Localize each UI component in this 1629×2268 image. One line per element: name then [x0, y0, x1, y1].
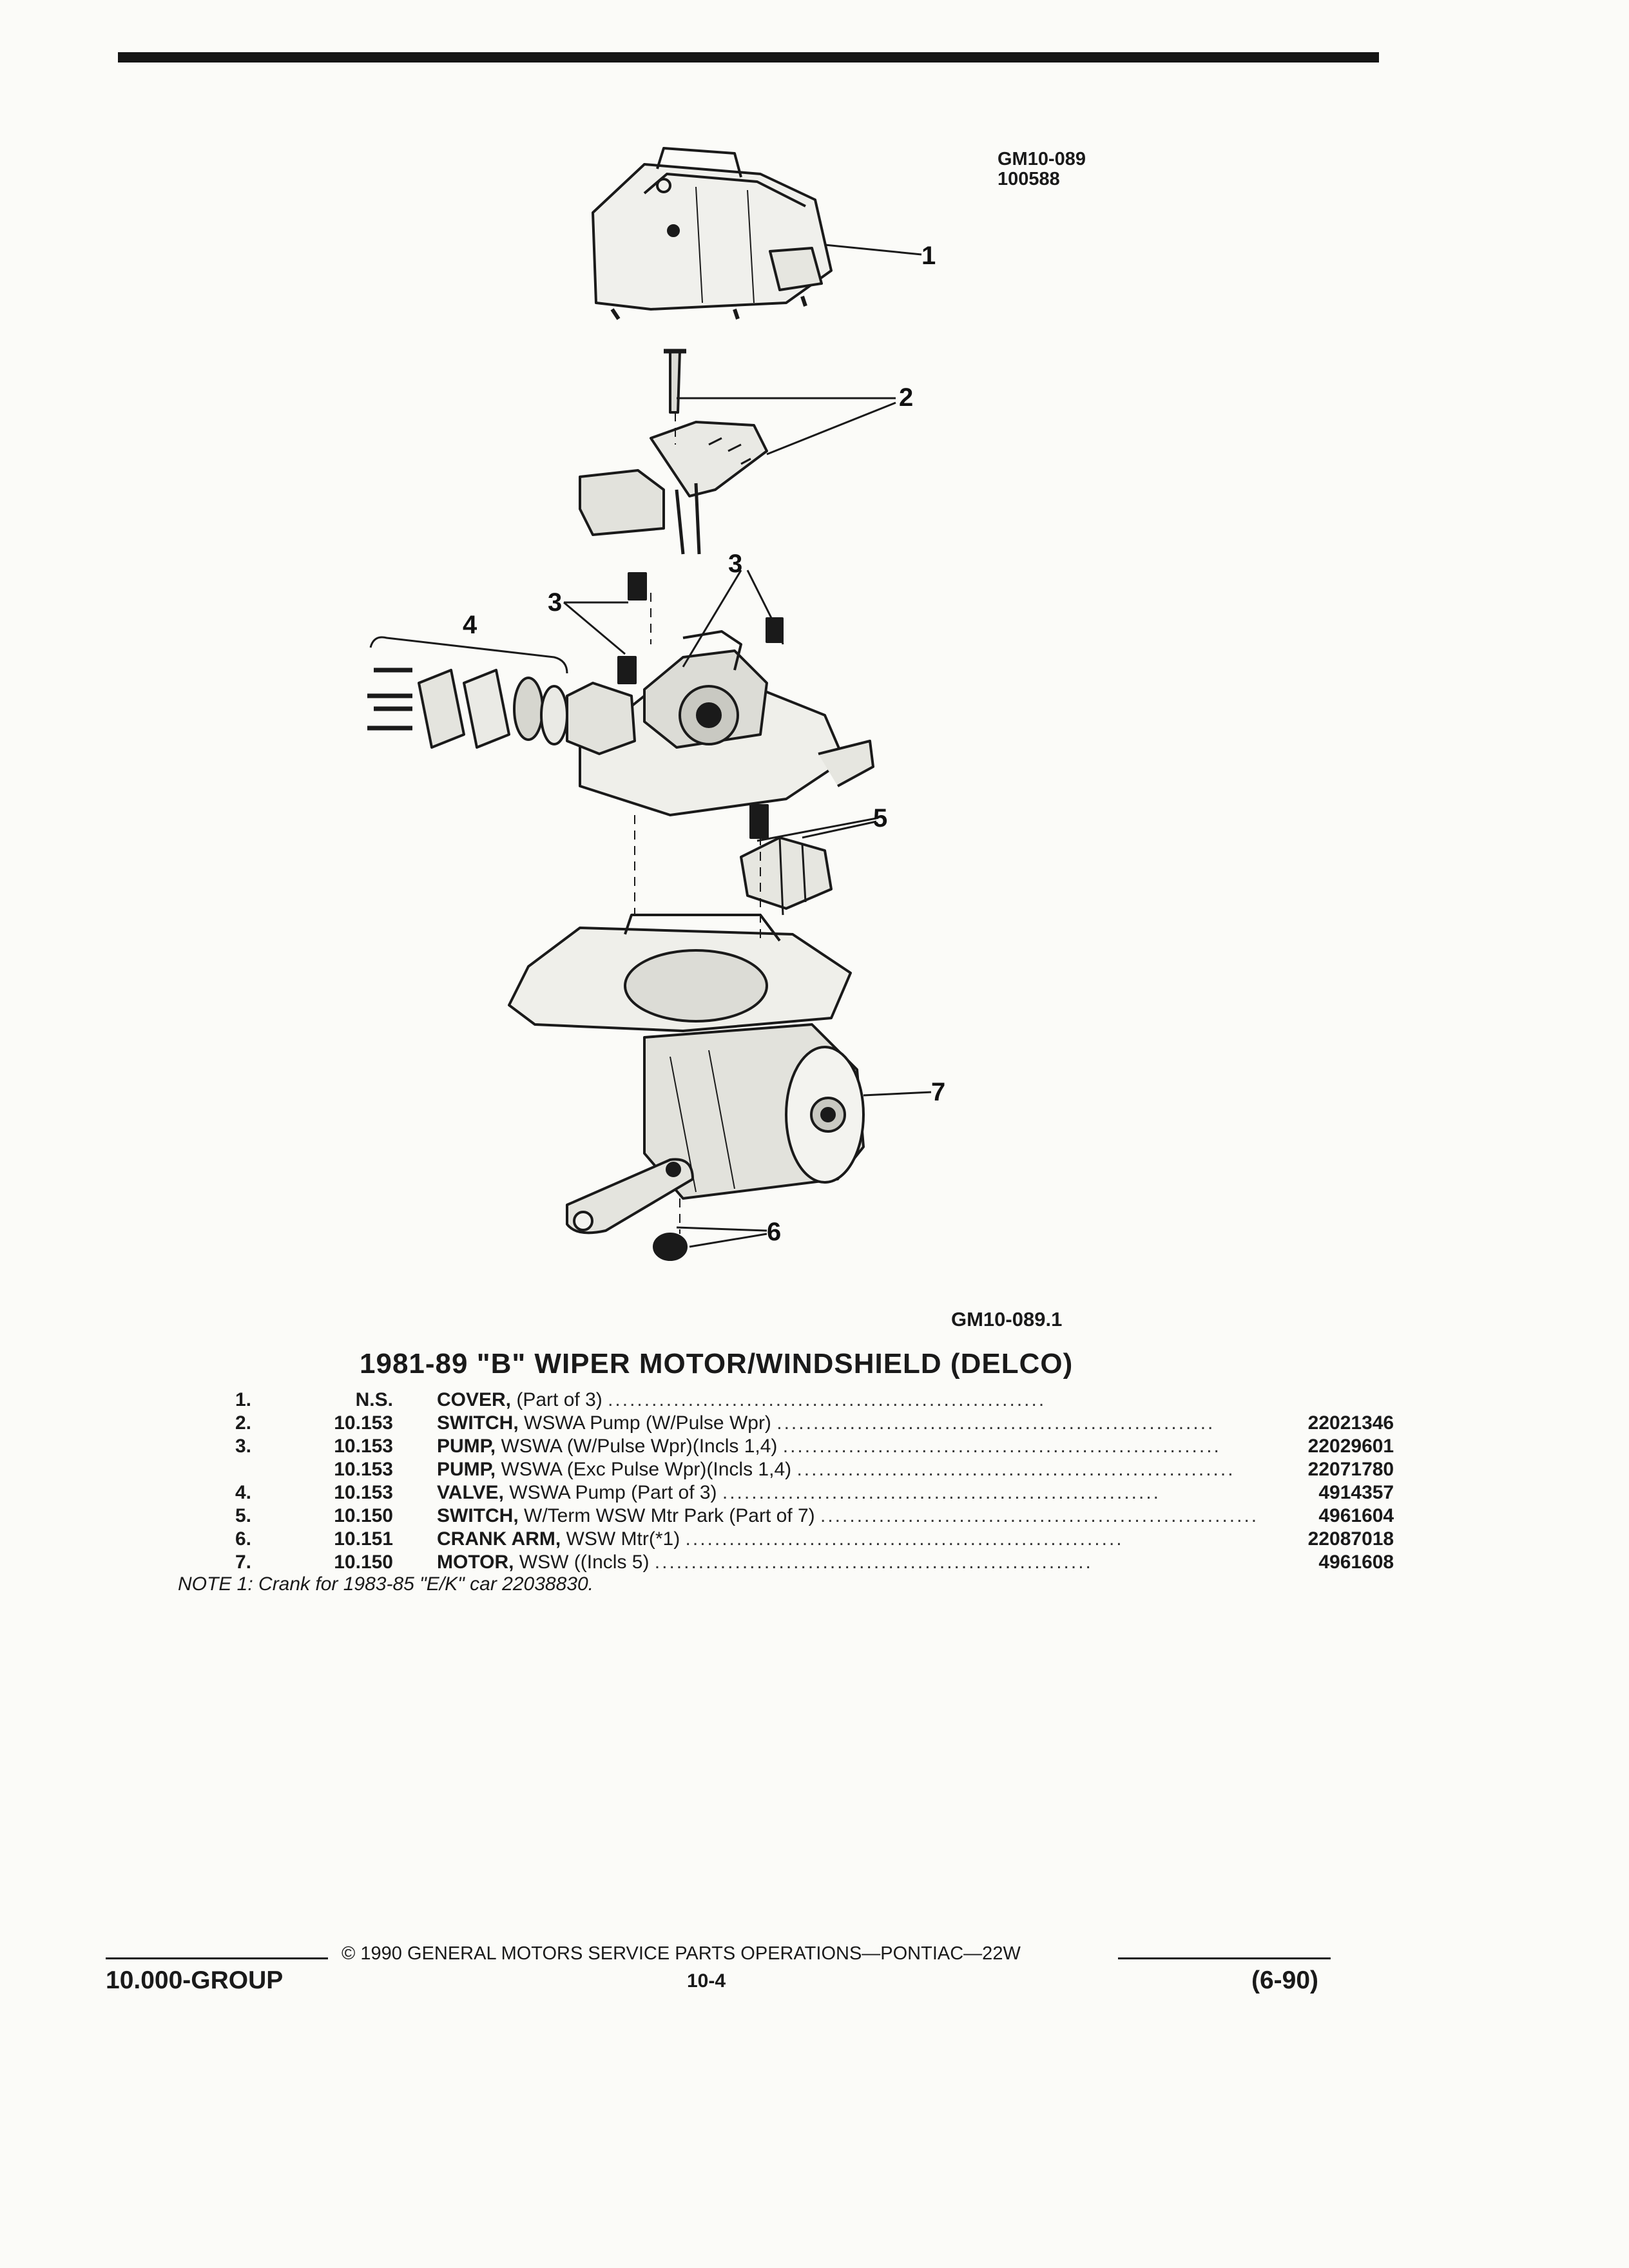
- part-name: COVER,: [437, 1389, 512, 1410]
- part-description: [437, 1504, 1258, 1528]
- footer-rule-right: [1118, 1957, 1331, 1959]
- part-detail: WSW ((Incls 5): [519, 1552, 650, 1573]
- figure-id-bottom: GM10-089.1: [951, 1308, 1063, 1331]
- part-number: 22029601: [1307, 1436, 1394, 1457]
- callout-6: 6: [767, 1218, 782, 1246]
- part-number: 22087018: [1307, 1528, 1394, 1550]
- footer-date: (6-90): [1251, 1966, 1319, 1994]
- group-number: 10.153: [334, 1459, 393, 1480]
- part-number: 4961608: [1318, 1552, 1394, 1573]
- item-number: 4.: [235, 1482, 251, 1503]
- group-number: 10.150: [334, 1552, 393, 1573]
- group-number: N.S.: [355, 1389, 393, 1410]
- part-description: [437, 1458, 1258, 1481]
- part-number: [1258, 1389, 1394, 1412]
- table-row: [193, 1458, 1394, 1481]
- part-description: [437, 1412, 1258, 1435]
- part-park-switch-drawing: [741, 805, 831, 915]
- part-description: [437, 1528, 1258, 1551]
- part-number: 22021346: [1307, 1412, 1394, 1434]
- figure-id-code: GM10-089: [998, 149, 1086, 169]
- leader-dots: ............................................................: [820, 1505, 1259, 1526]
- leader-dots: ............................................................: [654, 1552, 1093, 1573]
- leader-dots: ............................................................: [782, 1436, 1221, 1457]
- part-cover-drawing: [593, 148, 831, 319]
- part-number: 4914357: [1318, 1482, 1394, 1503]
- table-row: [193, 1551, 1394, 1574]
- group-number: 10.153: [334, 1482, 393, 1503]
- part-detail: WSWA Pump (Part of 3): [509, 1482, 717, 1503]
- item-number: 6.: [235, 1528, 251, 1550]
- parts-table: [193, 1389, 1394, 1574]
- group-number: 10.153: [334, 1436, 393, 1457]
- part-number: 22071780: [1307, 1459, 1394, 1480]
- callout-5: 5: [873, 804, 888, 832]
- item-number: [193, 1458, 258, 1481]
- figure-id-number: 100588: [998, 169, 1060, 189]
- part-description: [437, 1551, 1258, 1574]
- part-valve-drawing: [367, 637, 635, 754]
- part-name: PUMP,: [437, 1436, 496, 1457]
- table-row: [193, 1504, 1394, 1528]
- group-number: 10.150: [334, 1505, 393, 1526]
- part-detail: WSWA (Exc Pulse Wpr)(Incls 1,4): [501, 1459, 792, 1480]
- callout-4: 4: [463, 611, 477, 639]
- part-name: SWITCH,: [437, 1412, 519, 1434]
- part-description: [437, 1435, 1258, 1458]
- part-name: VALVE,: [437, 1482, 504, 1503]
- item-number: 1.: [235, 1389, 251, 1410]
- leader-dots: ............................................................: [722, 1482, 1161, 1503]
- part-name: PUMP,: [437, 1459, 496, 1480]
- part-crank-arm-drawing: [567, 1159, 693, 1260]
- callout-7: 7: [931, 1078, 946, 1106]
- part-detail: WSWA Pump (W/Pulse Wpr): [524, 1412, 771, 1434]
- leader-dots: ............................................................: [776, 1412, 1215, 1434]
- footer-group: 10.000-GROUP: [106, 1966, 284, 1994]
- group-number: 10.153: [334, 1412, 393, 1434]
- item-number: 5.: [235, 1505, 251, 1526]
- table-row: [193, 1435, 1394, 1458]
- footnote: NOTE 1: Crank for 1983-85 "E/K" car 22038830.: [178, 1573, 593, 1595]
- part-number: 4961604: [1318, 1505, 1394, 1526]
- part-detail: W/Term WSW Mtr Park (Part of 7): [524, 1505, 815, 1526]
- callout-3-top: 3: [728, 550, 743, 578]
- table-row: [193, 1389, 1394, 1412]
- leader-dots: ............................................................: [608, 1389, 1046, 1410]
- footer-page-number: 10-4: [687, 1970, 726, 1992]
- callout-2: 2: [899, 383, 914, 412]
- parts-list-title: 1981-89 "B" WIPER MOTOR/WINDSHIELD (DELCO): [360, 1348, 1074, 1379]
- part-description: [437, 1389, 1258, 1412]
- part-motor-drawing: [509, 915, 863, 1198]
- item-number: 3.: [235, 1436, 251, 1457]
- table-row: [193, 1528, 1394, 1551]
- table-row: [193, 1481, 1394, 1504]
- leader-dots: ............................................................: [685, 1528, 1124, 1550]
- part-name: CRANK ARM,: [437, 1528, 561, 1550]
- footer-copyright: © 1990 GENERAL MOTORS SERVICE PARTS OPERATIONS—PONTIAC—22W: [342, 1943, 1021, 1964]
- table-row: [193, 1412, 1394, 1435]
- part-name: MOTOR,: [437, 1552, 514, 1573]
- group-number: 10.151: [334, 1528, 393, 1550]
- item-number: 7.: [235, 1552, 251, 1573]
- part-name: SWITCH,: [437, 1505, 519, 1526]
- leader-dots: ............................................................: [796, 1459, 1235, 1480]
- part-detail: WSWA (W/Pulse Wpr)(Incls 1,4): [501, 1436, 778, 1457]
- item-number: 2.: [235, 1412, 251, 1434]
- part-description: [437, 1481, 1258, 1504]
- part-detail: WSW Mtr(*1): [566, 1528, 680, 1550]
- part-switch-drawing: [580, 351, 767, 554]
- callout-1: 1: [921, 242, 936, 270]
- part-detail: (Part of 3): [516, 1389, 602, 1410]
- footer-rule-left: [106, 1957, 328, 1959]
- callout-3-left: 3: [548, 588, 563, 617]
